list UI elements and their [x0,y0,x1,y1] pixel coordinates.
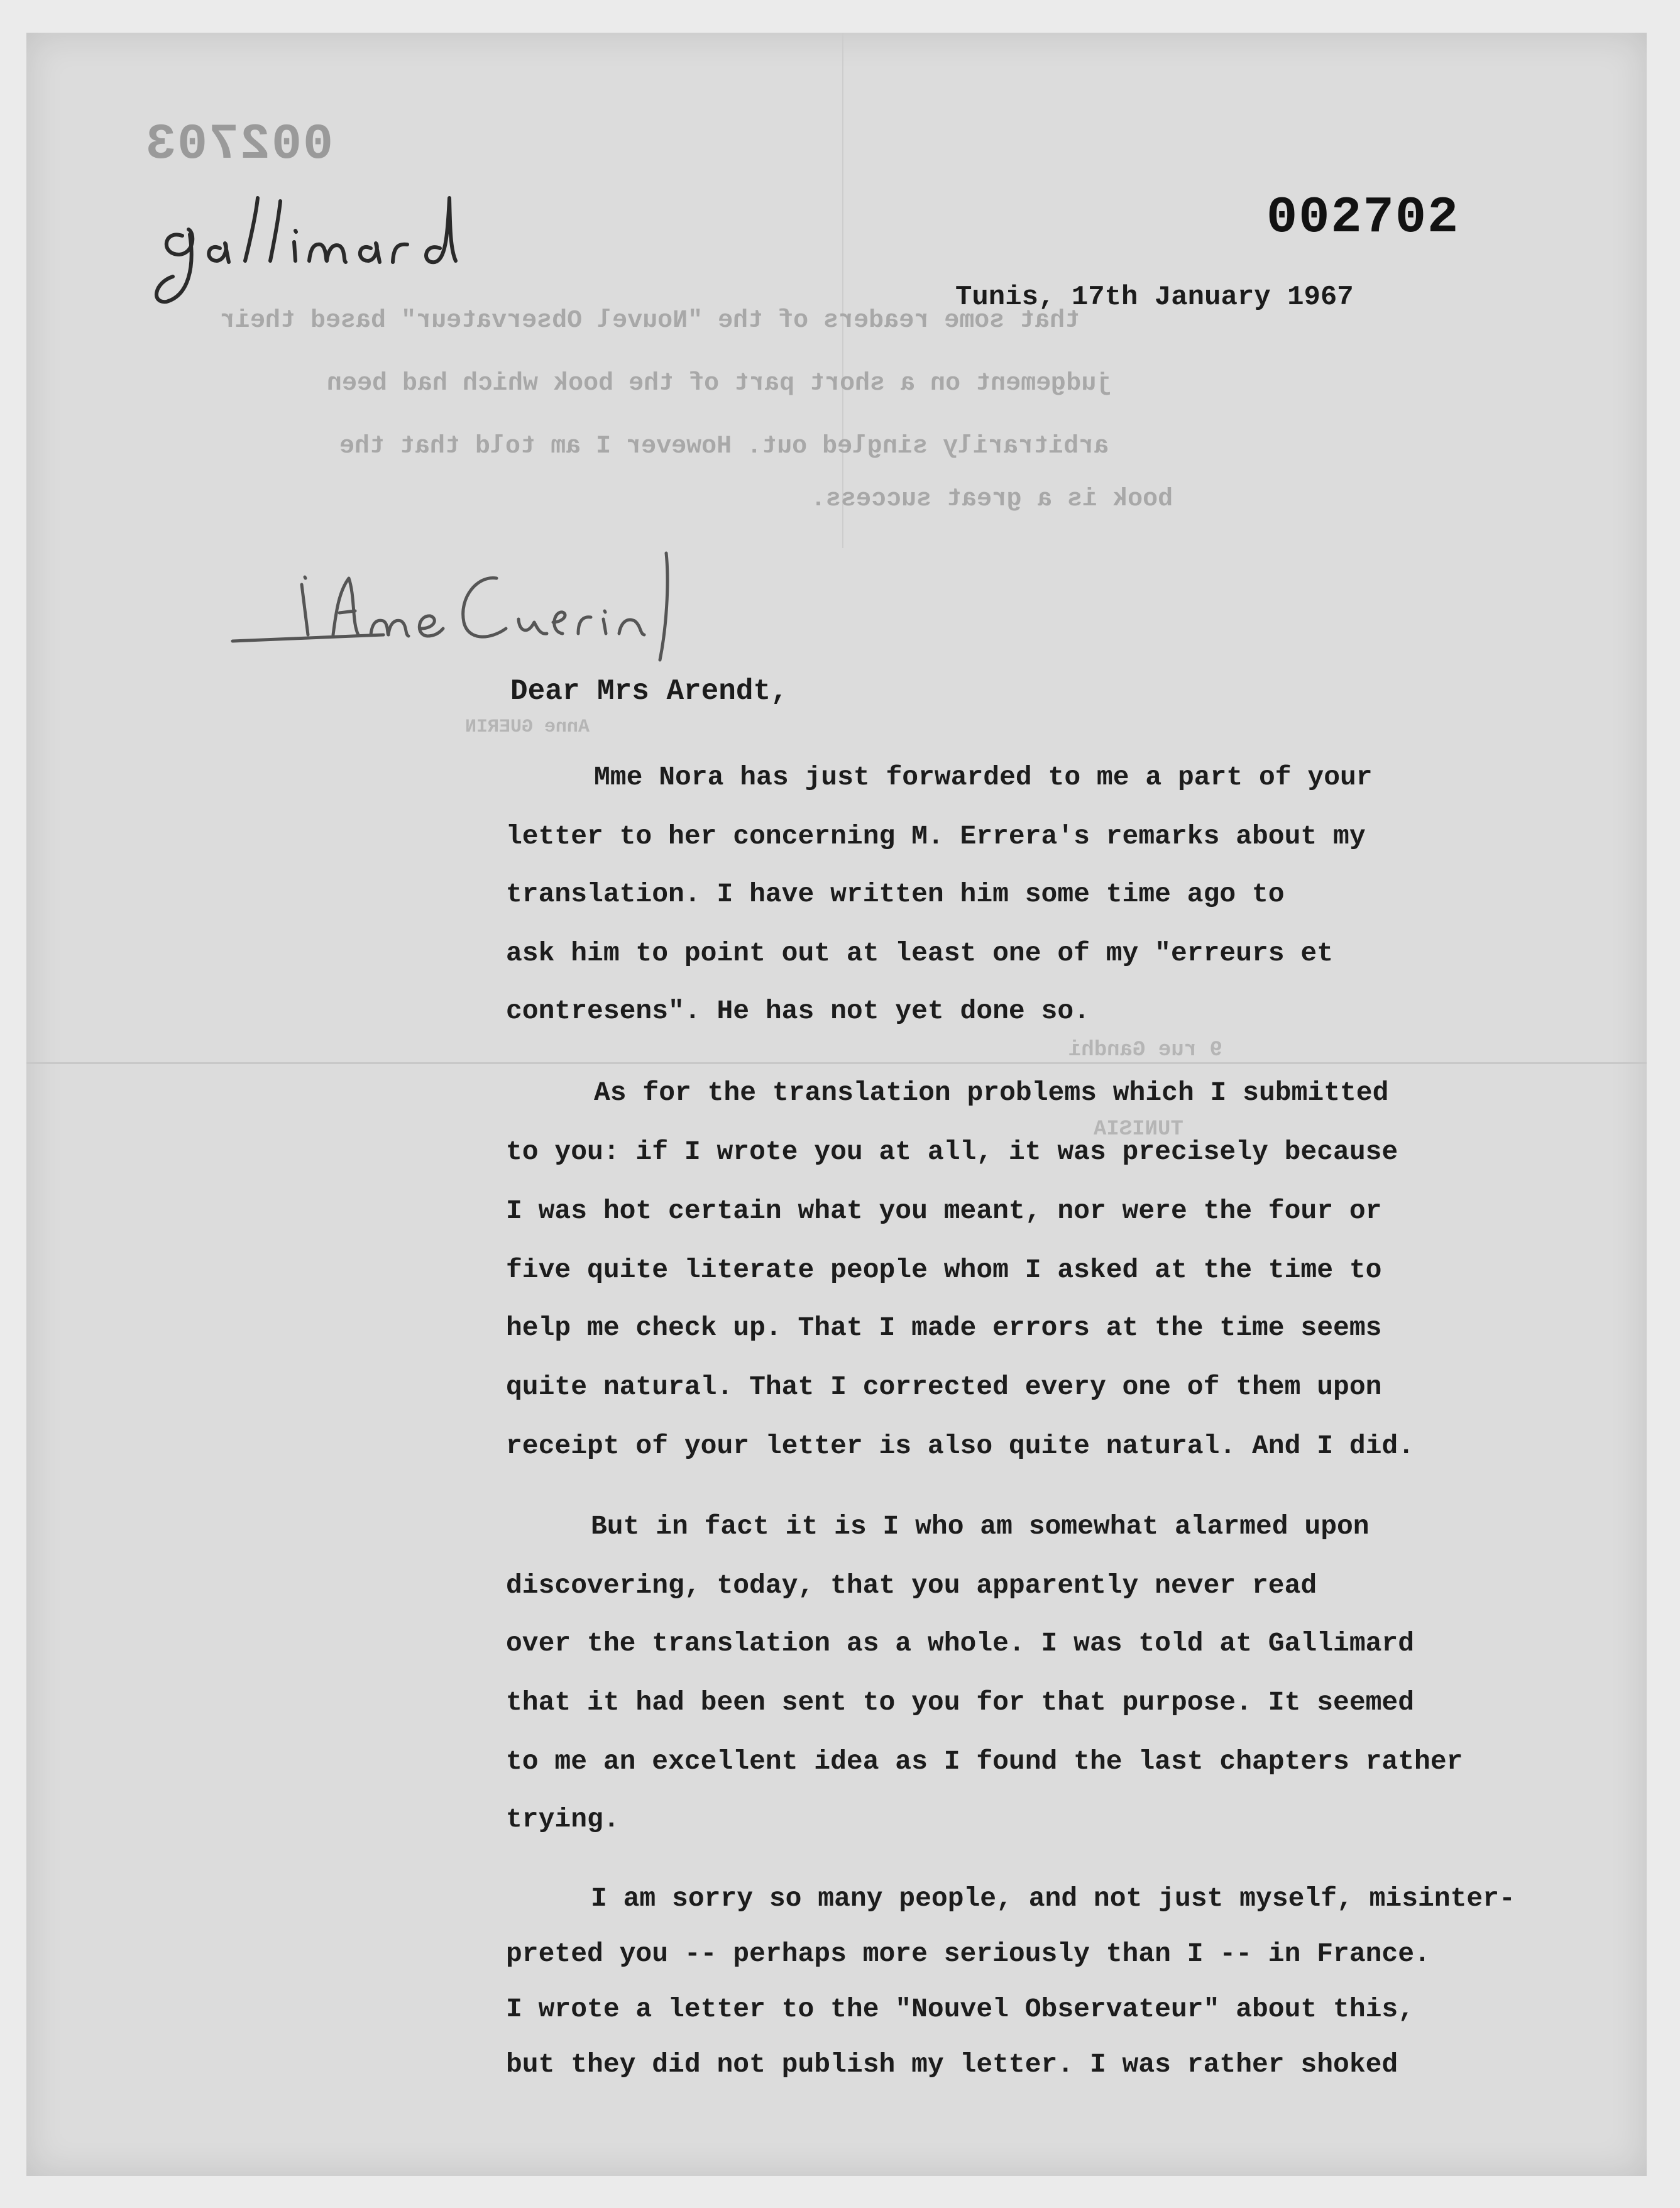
letter-line: five quite literate people whom I asked at the time to [506,1255,1382,1285]
letter-line: help me check up. That I made errors at the time seems [506,1312,1382,1343]
letter-line: contresens". He has not yet done so. [506,996,1090,1026]
show-through-line: judgement on a short part of the book which had been [327,370,1112,398]
letter-line: I wrote a letter to the "Nouvel Observateur" about this, [506,1994,1415,2024]
letter-line: that it had been sent to you for that purpose. It seemed [506,1687,1415,1718]
show-through-line: arbitrarily singled out. However I am told that the [339,432,1109,461]
letter-line: ask him to point out at least one of my "erreurs et [506,938,1334,969]
letter-line: quite natural. That I corrected every one of them upon [506,1371,1382,1402]
show-through-address-line: 9 rue Gandhi [1068,1038,1222,1062]
letter-line: but they did not publish my letter. I was rather shoked [506,2049,1398,2080]
show-through-number: 002703 [145,116,334,173]
letter-line: discovering, today, that you apparently never read [506,1570,1317,1601]
show-through-line: book is a great success. [811,485,1173,514]
document-reference-number: 002702 [1266,189,1460,247]
gallimard-handwritten-annotation [145,160,509,311]
letter-line: preted you -- perhaps more seriously than I -- in France. [506,1938,1430,1969]
show-through-address-line: TUNISIA [1094,1118,1183,1141]
letter-line: translation. I have written him some time ago to [506,879,1285,909]
vertical-fold-line [842,33,843,548]
letter-line: to me an excellent idea as I found the last chapters rather [506,1746,1463,1777]
letter-line: over the translation as a whole. I was told at Gallimard [506,1628,1415,1659]
show-through-signature-name: Anne GUERIN [465,717,590,738]
place-date-line: Tunis, 17th January 1967 [955,282,1354,313]
letter-line: As for the translation problems which I submitted [594,1077,1389,1108]
letter-line: I was hot certain what you meant, nor were the four or [506,1195,1382,1226]
letter-line: Mme Nora has just forwarded to me a part of your [594,762,1373,793]
salutation: Dear Mrs Arendt, [510,675,788,708]
letter-line: to you: if I wrote you at all, it was precisely because [506,1136,1398,1167]
letter-line: I am sorry so many people, and not just myself, misinter- [591,1883,1515,1914]
letter-line: But in fact it is I who am somewhat alarmed upon [591,1511,1370,1542]
horizontal-fold-line [26,1062,1647,1064]
letter-line: trying. [506,1804,620,1835]
show-through-line: that some readers of the "Nouvel Observateur" based their [220,307,1080,335]
letter-line: receipt of your letter is also quite natural. And I did. [506,1431,1415,1461]
signature [226,541,704,673]
letter-line: letter to her concerning M. Errera's remarks about my [506,821,1366,852]
